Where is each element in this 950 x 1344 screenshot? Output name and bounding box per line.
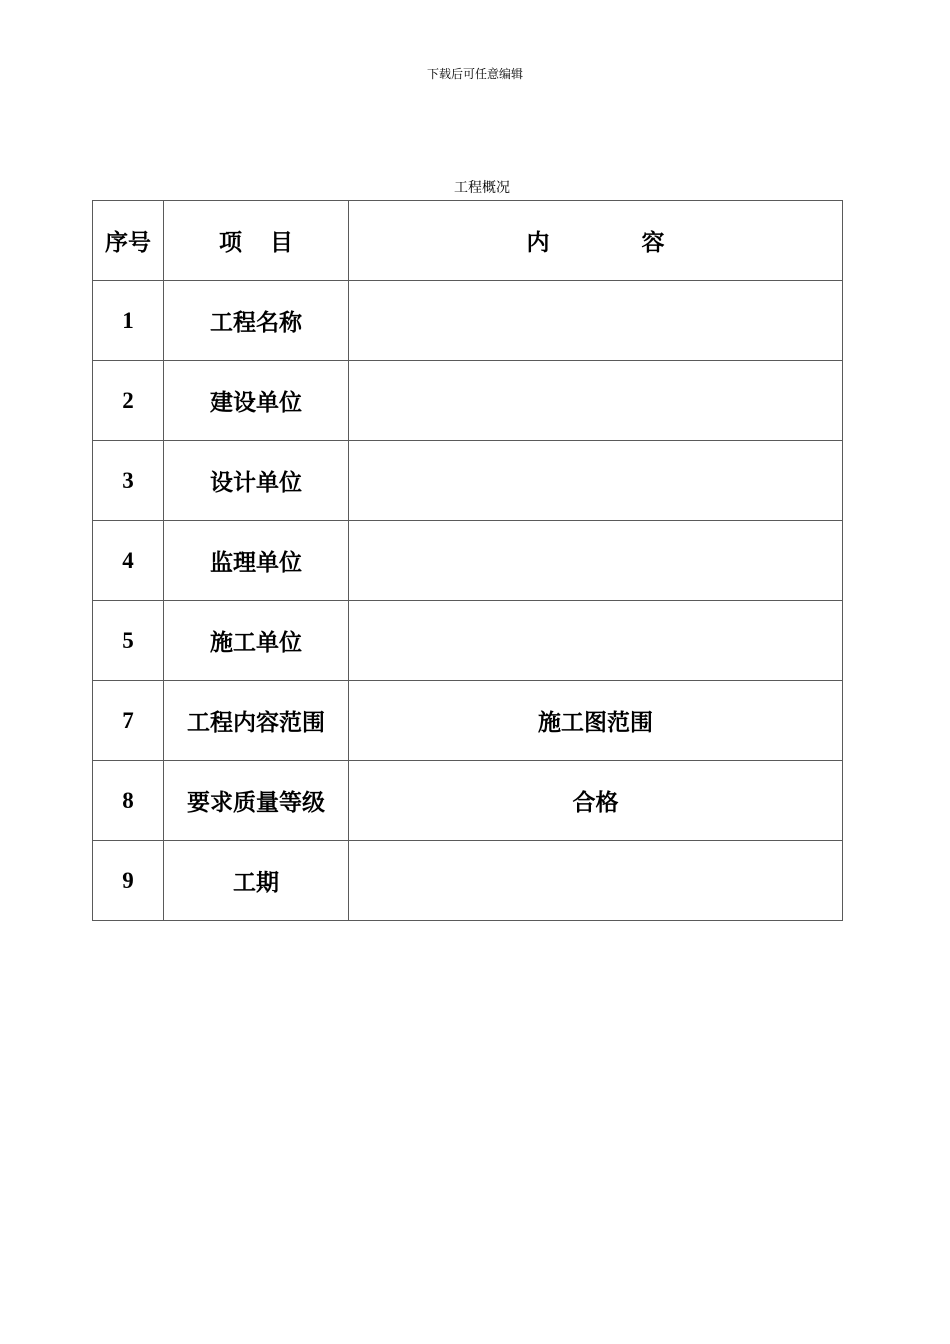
row-seq: 5 (93, 601, 164, 681)
row-item: 建设单位 (164, 361, 349, 441)
row-seq: 2 (93, 361, 164, 441)
table-row (93, 281, 843, 361)
row-content[interactable]: 施工图范围 (349, 681, 843, 761)
row-item: 工程内容范围 (164, 681, 349, 761)
table-row (93, 601, 843, 681)
row-content[interactable] (349, 841, 843, 921)
document-title: 工程概况 (454, 180, 510, 196)
row-seq: 7 (93, 681, 164, 761)
project-overview-table (92, 200, 843, 921)
header-item (164, 201, 349, 281)
header-item-part2: 目 (270, 229, 293, 256)
row-content[interactable] (349, 521, 843, 601)
row-item: 工程名称 (164, 281, 349, 361)
header-seq: 序号 (93, 201, 164, 281)
table-row (93, 841, 843, 921)
row-item: 设计单位 (164, 441, 349, 521)
table-row (93, 681, 843, 761)
table-header-row (93, 201, 843, 281)
row-content[interactable] (349, 441, 843, 521)
header-content-part2: 容 (641, 229, 665, 256)
row-item: 工期 (164, 841, 349, 921)
table-row (93, 521, 843, 601)
row-content[interactable] (349, 601, 843, 681)
row-seq: 4 (93, 521, 164, 601)
table-row (93, 441, 843, 521)
row-content[interactable]: 合格 (349, 761, 843, 841)
row-seq: 9 (93, 841, 164, 921)
table-row (93, 361, 843, 441)
row-seq: 1 (93, 281, 164, 361)
row-seq: 3 (93, 441, 164, 521)
header-content (349, 201, 843, 281)
row-content[interactable] (349, 361, 843, 441)
header-content-part1: 内 (526, 229, 550, 256)
row-item: 要求质量等级 (164, 761, 349, 841)
row-seq: 8 (93, 761, 164, 841)
row-item: 施工单位 (164, 601, 349, 681)
row-item: 监理单位 (164, 521, 349, 601)
page-header-note: 下载后可任意编辑 (426, 67, 523, 81)
table-row (93, 761, 843, 841)
header-item-part1: 项 (219, 229, 242, 256)
row-content[interactable] (349, 281, 843, 361)
